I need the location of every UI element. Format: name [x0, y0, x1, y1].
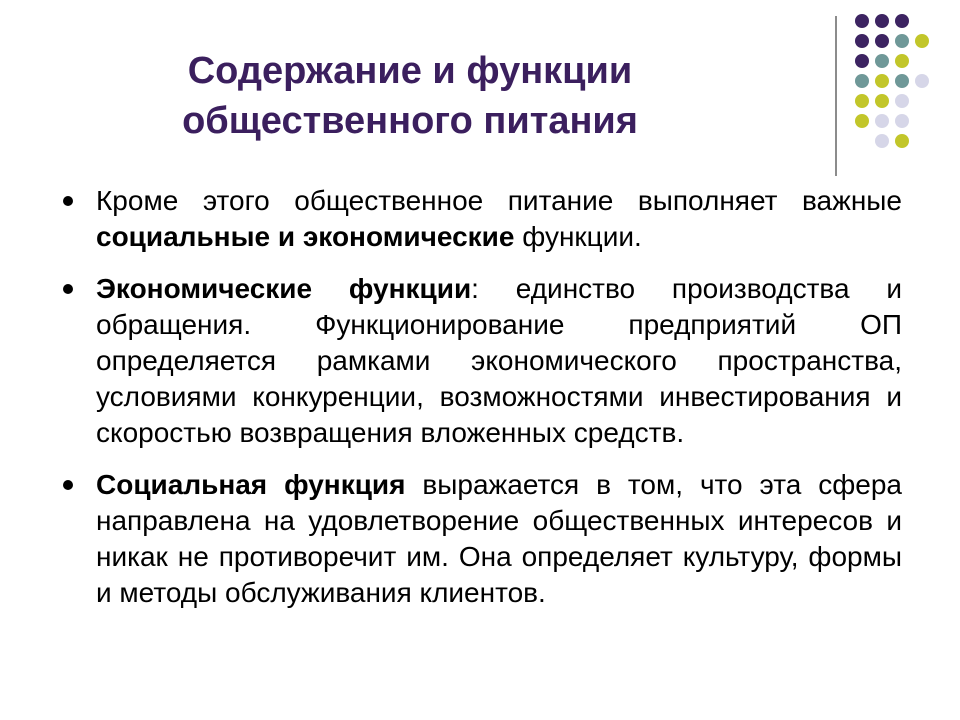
decorative-dot-icon: [855, 74, 869, 88]
decorative-dot-icon: [855, 94, 869, 108]
title-line-2: общественного питания: [182, 100, 638, 142]
decorative-dot-icon: [875, 94, 889, 108]
decorative-dot-icon: [875, 74, 889, 88]
decorative-dot-icon: [875, 54, 889, 68]
bullet-1-text: Кроме этого общественное питание выполняет важные: [96, 185, 902, 216]
bullet-3-bold: Социальная функция: [96, 469, 406, 500]
decorative-dot-icon: [875, 134, 889, 148]
decorative-dot-icon: [895, 74, 909, 88]
bullet-dot-icon: [63, 196, 73, 206]
decorative-dot-icon: [875, 14, 889, 28]
vertical-divider: [835, 16, 837, 176]
bullet-item-3: [60, 467, 902, 611]
bullet-1-text-end: функции.: [514, 221, 642, 252]
bullet-list: [60, 183, 902, 627]
decorative-dot-icon: [875, 34, 889, 48]
decorative-dot-icon: [895, 54, 909, 68]
slide-title: [130, 46, 690, 146]
decorative-dot-icon: [895, 134, 909, 148]
bullet-1-bold: социальные и экономические: [96, 221, 515, 252]
decorative-dot-icon: [855, 34, 869, 48]
decorative-dot-icon: [855, 54, 869, 68]
decorative-dot-icon: [875, 114, 889, 128]
title-line-1: Содержание и функции: [187, 50, 633, 92]
bullet-item-1: [60, 183, 902, 255]
decorative-dot-icon: [895, 114, 909, 128]
decorative-dot-icon: [895, 94, 909, 108]
decorative-dot-icon: [855, 14, 869, 28]
bullet-dot-icon: [63, 480, 73, 490]
decorative-dot-icon: [855, 114, 869, 128]
decorative-dot-icon: [915, 74, 929, 88]
bullet-2-text: : единство производства и обращения. Функционирование предприятий ОП определяется рамками экономического пространства, условиями конкуренции, возможностями инвестирования и скоростью возвращения вложенных средств.: [96, 273, 902, 448]
decorative-dot-icon: [895, 14, 909, 28]
bullet-2-bold: Экономические функции: [96, 273, 472, 304]
decorative-dot-icon: [915, 34, 929, 48]
bullet-dot-icon: [63, 284, 73, 294]
bullet-3-text: выражается в том, что эта сфера направлена на удовлетворение общественных интересов и никак не противоречит им. Она определяет культуру, формы и методы обслуживания клиентов.: [96, 469, 902, 608]
decorative-dot-icon: [895, 34, 909, 48]
bullet-item-2: [60, 271, 902, 451]
